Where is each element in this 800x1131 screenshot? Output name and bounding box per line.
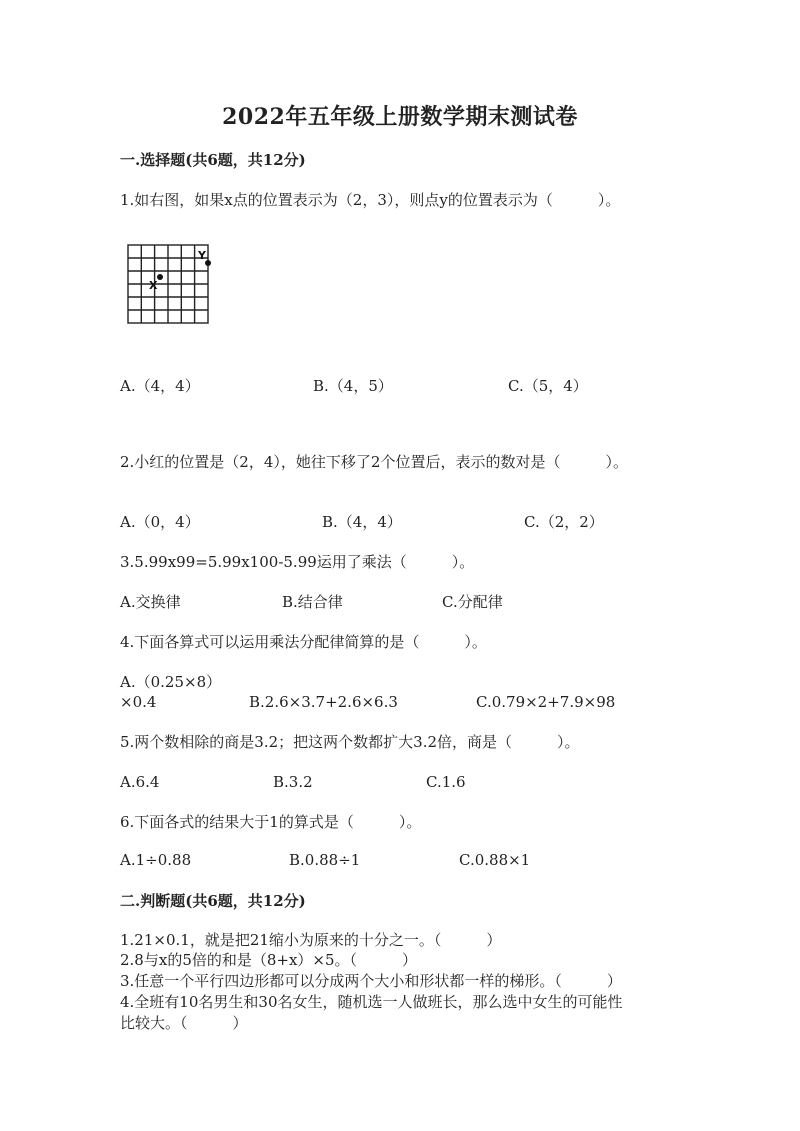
q4-option-b[interactable]: B.2.6×3.7+2.6×6.3 bbox=[249, 693, 398, 711]
question-2: 2.小红的位置是（2，4），她往下移了2个位置后，表示的数对是（ ）。 bbox=[120, 453, 628, 471]
point-x-label: X bbox=[149, 279, 158, 292]
judgement-item-4: 4.全班有10名男生和30名女生，随机选一人做班长，那么选中女生的可能性 bbox=[120, 993, 623, 1011]
q2-option-b[interactable]: B.（4，4） bbox=[322, 513, 402, 531]
q3-option-b[interactable]: B.结合律 bbox=[282, 593, 343, 611]
question-6: 6.下面各式的结果大于1的算式是（ ）。 bbox=[120, 813, 422, 831]
question-3: 3.5.99x99=5.99x100-5.99运用了乘法（ ）。 bbox=[120, 553, 475, 571]
q1-option-c[interactable]: C.（5，4） bbox=[508, 377, 588, 395]
question-5: 5.两个数相除的商是3.2；把这两个数都扩大3.2倍，商是（ ）。 bbox=[120, 733, 580, 751]
q3-option-c[interactable]: C.分配律 bbox=[442, 593, 503, 611]
judgement-item-4-continued: 比较大。（ ） bbox=[120, 1014, 248, 1032]
section-heading-choice: 一.选择题(共6题，共12分) bbox=[120, 151, 306, 169]
judgement-item-1: 1.21×0.1，就是把21缩小为原来的十分之一。（ ） bbox=[120, 931, 502, 949]
q4-option-a[interactable]: A.（0.25×8） bbox=[120, 673, 222, 691]
q6-option-b[interactable]: B.0.88÷1 bbox=[289, 851, 361, 869]
q1-option-b[interactable]: B.（4，5） bbox=[313, 377, 393, 395]
grid-lines bbox=[128, 245, 208, 323]
q5-option-a[interactable]: A.6.4 bbox=[120, 773, 160, 791]
q1-option-a[interactable]: A.（4，4） bbox=[120, 377, 200, 395]
judgement-item-2: 2.8与x的5倍的和是（8+x）×5。（ ） bbox=[120, 951, 418, 969]
q2-option-c[interactable]: C.（2，2） bbox=[524, 513, 604, 531]
question-1: 1.如右图，如果x点的位置表示为（2，3），则点y的位置表示为（ ）。 bbox=[120, 191, 621, 209]
point-y-label: Y bbox=[198, 249, 206, 262]
section-heading-judgement: 二.判断题(共6题，共12分) bbox=[120, 892, 306, 910]
q6-option-c[interactable]: C.0.88×1 bbox=[459, 851, 531, 869]
q3-option-a[interactable]: A.交换律 bbox=[120, 593, 181, 611]
q4-option-a-continued[interactable]: ×0.4 bbox=[120, 693, 157, 711]
judgement-item-3: 3.任意一个平行四边形都可以分成两个大小和形状都一样的梯形。（ ） bbox=[120, 972, 622, 990]
q5-option-b[interactable]: B.3.2 bbox=[273, 773, 313, 791]
page-title: 2022年五年级上册数学期末测试卷 bbox=[222, 104, 578, 130]
q4-option-c[interactable]: C.0.79×2+7.9×98 bbox=[476, 693, 616, 711]
question-4: 4.下面各算式可以运用乘法分配律简算的是（ ）。 bbox=[120, 633, 487, 651]
q5-option-c[interactable]: C.1.6 bbox=[426, 773, 466, 791]
coordinate-grid-figure bbox=[126, 243, 214, 327]
point-x-dot bbox=[157, 274, 163, 280]
q2-option-a[interactable]: A.（0，4） bbox=[120, 513, 200, 531]
q6-option-a[interactable]: A.1÷0.88 bbox=[120, 851, 192, 869]
